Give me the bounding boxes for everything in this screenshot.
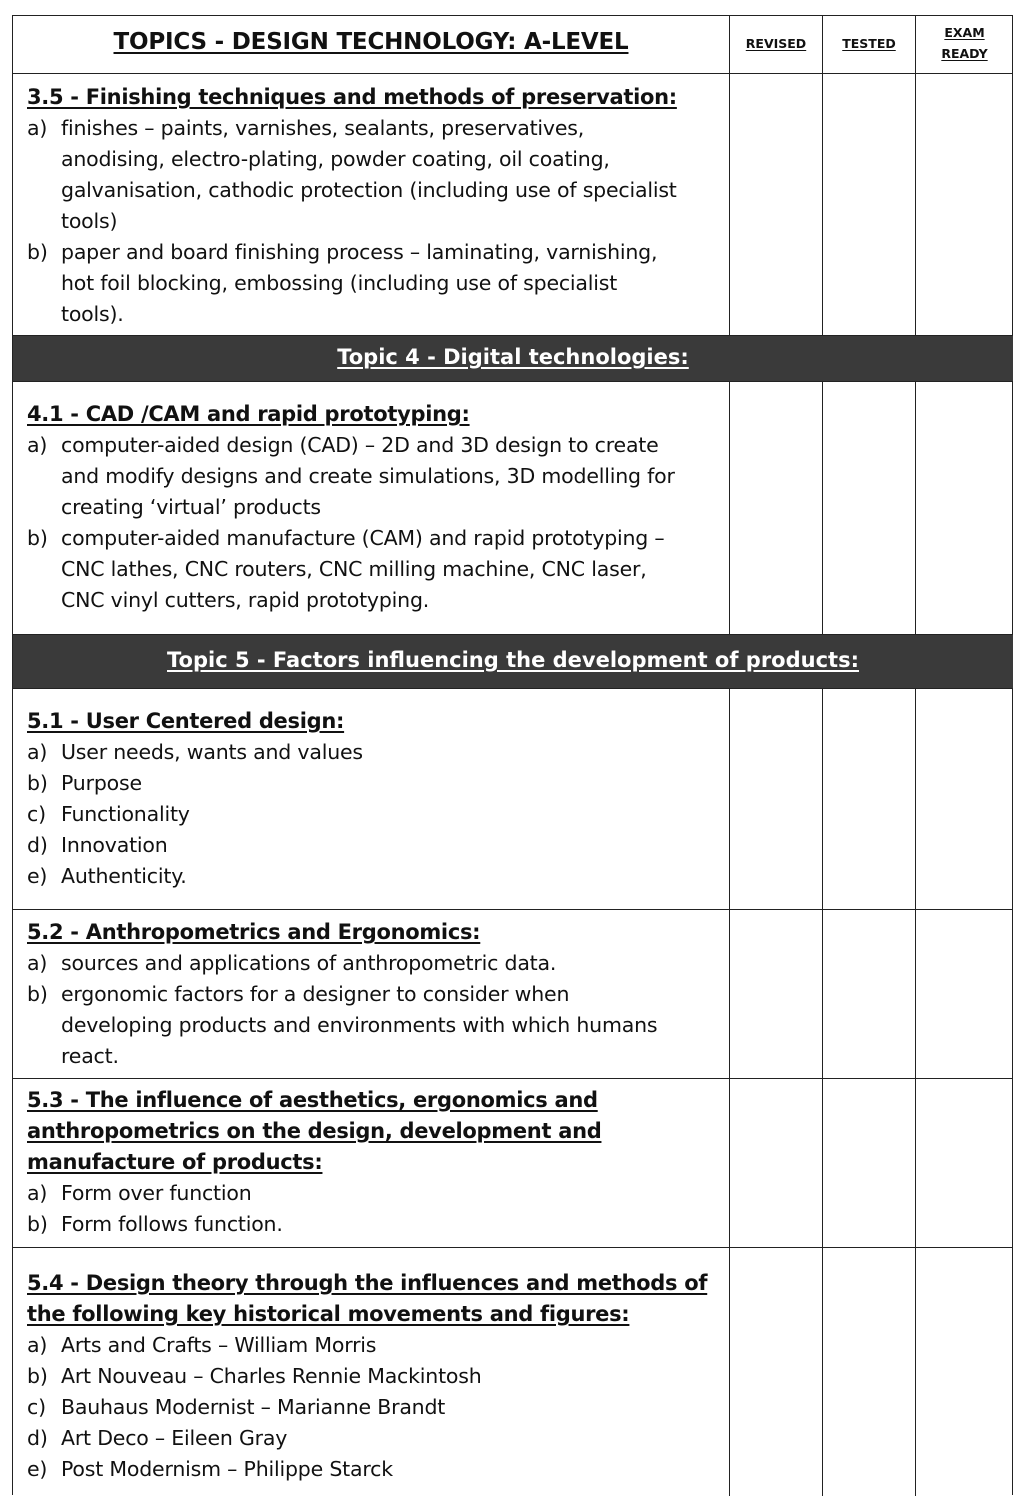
list-item bbox=[27, 237, 727, 330]
item-text: Form over function bbox=[61, 1181, 252, 1205]
item-text: paper and board finishing process – laminating, varnishing, bbox=[61, 240, 658, 264]
revised-checkbox-cell[interactable] bbox=[730, 74, 823, 335]
section-row-5-1 bbox=[13, 689, 1013, 910]
item-text: tools) bbox=[61, 209, 118, 233]
list-marker: a) bbox=[27, 740, 48, 764]
section-row-5-3 bbox=[13, 1079, 1013, 1248]
item-text: and modify designs and create simulations, 3D modelling for bbox=[61, 464, 675, 488]
item-text: Functionality bbox=[61, 802, 190, 826]
item-text: sources and applications of anthropometric data. bbox=[61, 951, 557, 975]
list-marker: a) bbox=[27, 1333, 48, 1357]
list-marker: b) bbox=[27, 982, 48, 1006]
revised-checkbox-cell[interactable] bbox=[730, 382, 823, 634]
list-marker: b) bbox=[27, 1212, 48, 1236]
list-item bbox=[27, 113, 727, 237]
list-marker: a) bbox=[27, 116, 48, 140]
header-topic-cell bbox=[13, 16, 730, 73]
item-text: CNC vinyl cutters, rapid prototyping. bbox=[61, 588, 430, 612]
exam-column-header-line2: READY bbox=[941, 46, 988, 61]
topic-heading: Topic 5 - Factors influencing the development of products: bbox=[167, 648, 859, 672]
section-row-4-1 bbox=[13, 382, 1013, 635]
header-revised-cell bbox=[730, 16, 823, 73]
list-item bbox=[27, 523, 727, 616]
item-text: computer-aided design (CAD) – 2D and 3D design to create bbox=[61, 433, 659, 457]
topic-5-banner bbox=[13, 635, 1013, 689]
exam-ready-checkbox-cell[interactable] bbox=[916, 74, 1013, 335]
list-marker: e) bbox=[27, 864, 48, 888]
revised-checkbox-cell[interactable] bbox=[730, 689, 823, 909]
item-text: react. bbox=[61, 1044, 119, 1068]
item-text: Art Nouveau – Charles Rennie Mackintosh bbox=[61, 1364, 482, 1388]
section-4-1 bbox=[27, 399, 727, 616]
list-marker: d) bbox=[27, 1426, 48, 1450]
item-text: Innovation bbox=[61, 833, 168, 857]
list-item bbox=[27, 1423, 727, 1454]
list-item bbox=[27, 799, 727, 830]
list-item bbox=[27, 737, 727, 768]
list-item bbox=[27, 1454, 727, 1485]
tested-checkbox-cell[interactable] bbox=[823, 1079, 916, 1247]
list-item bbox=[27, 768, 727, 799]
item-text: developing products and environments with which humans bbox=[61, 1013, 658, 1037]
item-text: Post Modernism – Philippe Starck bbox=[61, 1457, 393, 1481]
tested-column-header: TESTED bbox=[842, 36, 896, 51]
list-marker: c) bbox=[27, 1395, 46, 1419]
section-title: 5.3 - The influence of aesthetics, ergonomics and bbox=[27, 1088, 598, 1112]
item-text: Bauhaus Modernist – Marianne Brandt bbox=[61, 1395, 446, 1419]
list-marker: b) bbox=[27, 1364, 48, 1388]
topic-heading: Topic 4 - Digital technologies: bbox=[337, 345, 689, 369]
list-item bbox=[27, 861, 727, 892]
list-marker: a) bbox=[27, 1181, 48, 1205]
list-marker: e) bbox=[27, 1457, 48, 1481]
list-marker: a) bbox=[27, 433, 48, 457]
section-title: 4.1 - CAD /CAM and rapid prototyping: bbox=[27, 402, 470, 426]
item-text: finishes – paints, varnishes, sealants, preservatives, bbox=[61, 116, 585, 140]
item-text: computer-aided manufacture (CAM) and rapid prototyping – bbox=[61, 526, 665, 550]
exam-ready-checkbox-cell[interactable] bbox=[916, 1079, 1013, 1247]
section-title: 5.4 - Design theory through the influences and methods of bbox=[27, 1271, 708, 1295]
list-marker: a) bbox=[27, 951, 48, 975]
list-item bbox=[27, 430, 727, 523]
header-exam-ready-cell bbox=[916, 16, 1013, 73]
exam-ready-checkbox-cell[interactable] bbox=[916, 1248, 1013, 1496]
section-row-5-4 bbox=[13, 1248, 1013, 1496]
section-title: 5.2 - Anthropometrics and Ergonomics: bbox=[27, 920, 481, 944]
revised-checkbox-cell[interactable] bbox=[730, 1079, 823, 1247]
list-marker: d) bbox=[27, 833, 48, 857]
header-row bbox=[13, 16, 1013, 74]
tested-checkbox-cell[interactable] bbox=[823, 1248, 916, 1496]
section-5-4 bbox=[27, 1268, 727, 1485]
tested-checkbox-cell[interactable] bbox=[823, 74, 916, 335]
section-5-1 bbox=[27, 706, 727, 892]
item-text: CNC lathes, CNC routers, CNC milling machine, CNC laser, bbox=[61, 557, 647, 581]
exam-ready-checkbox-cell[interactable] bbox=[916, 689, 1013, 909]
item-text: anodising, electro-plating, powder coating, oil coating, bbox=[61, 147, 610, 171]
list-marker: b) bbox=[27, 526, 48, 550]
tested-checkbox-cell[interactable] bbox=[823, 382, 916, 634]
list-item bbox=[27, 1392, 727, 1423]
exam-column-header-line1: EXAM bbox=[944, 25, 985, 40]
topics-checklist-table bbox=[12, 15, 1013, 1495]
item-text: ergonomic factors for a designer to consider when bbox=[61, 982, 570, 1006]
section-title: 3.5 - Finishing techniques and methods of preservation: bbox=[27, 85, 677, 109]
item-text: hot foil blocking, embossing (including use of specialist bbox=[61, 271, 618, 295]
list-item bbox=[27, 979, 727, 1072]
list-item bbox=[27, 1330, 727, 1361]
section-row-3-5 bbox=[13, 74, 1013, 336]
tested-checkbox-cell[interactable] bbox=[823, 910, 916, 1078]
header-tested-cell bbox=[823, 16, 916, 73]
exam-ready-checkbox-cell[interactable] bbox=[916, 382, 1013, 634]
revised-checkbox-cell[interactable] bbox=[730, 1248, 823, 1496]
section-title: manufacture of products: bbox=[27, 1150, 323, 1174]
list-marker: b) bbox=[27, 771, 48, 795]
revised-column-header: REVISED bbox=[745, 36, 807, 51]
list-item bbox=[27, 1361, 727, 1392]
list-item bbox=[27, 1178, 727, 1209]
section-title: anthropometrics on the design, development and bbox=[27, 1119, 602, 1143]
section-title: the following key historical movements and figures: bbox=[27, 1302, 630, 1326]
item-text: creating ‘virtual’ products bbox=[61, 495, 321, 519]
list-item bbox=[27, 948, 727, 979]
item-text: Purpose bbox=[61, 771, 142, 795]
page-title: TOPICS - DESIGN TECHNOLOGY: A-LEVEL bbox=[113, 29, 629, 55]
list-item bbox=[27, 1209, 727, 1240]
list-marker: c) bbox=[27, 802, 46, 826]
list-marker: b) bbox=[27, 240, 48, 264]
topic-4-banner bbox=[13, 336, 1013, 382]
tested-checkbox-cell[interactable] bbox=[823, 689, 916, 909]
revised-checkbox-cell[interactable] bbox=[730, 910, 823, 1078]
item-text: Arts and Crafts – William Morris bbox=[61, 1333, 377, 1357]
section-5-3 bbox=[27, 1085, 727, 1240]
exam-ready-checkbox-cell[interactable] bbox=[916, 910, 1013, 1078]
item-text: tools). bbox=[61, 302, 124, 326]
section-5-2 bbox=[27, 917, 727, 1072]
list-item bbox=[27, 830, 727, 861]
item-text: User needs, wants and values bbox=[61, 740, 363, 764]
section-row-5-2 bbox=[13, 910, 1013, 1079]
section-title: 5.1 - User Centered design: bbox=[27, 709, 345, 733]
item-text: galvanisation, cathodic protection (including use of specialist bbox=[61, 178, 677, 202]
section-3-5 bbox=[27, 82, 727, 330]
item-text: Art Deco – Eileen Gray bbox=[61, 1426, 288, 1450]
item-text: Authenticity. bbox=[61, 864, 187, 888]
item-text: Form follows function. bbox=[61, 1212, 283, 1236]
